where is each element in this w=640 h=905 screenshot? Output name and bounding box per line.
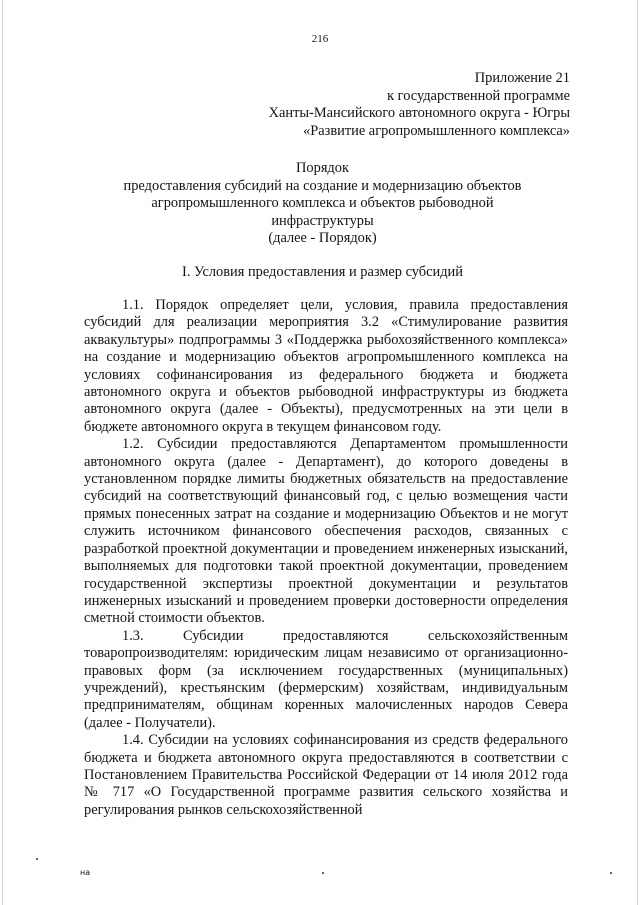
paragraph-1-2: 1.2. Субсидии предоставляются Департаментом промышленности автономного округа (далее - Департамент), до которого доведены в установленном порядке лимиты бюджетных обязательств на предоставление субсидий на соответствующий финансовый год, с целью возмещения части прямых понесенных затрат на создание и модернизацию Объектов и не могут служить источником финансового обеспечения расходов, связанных с разработкой проектной документации и проведением инженерных изысканий, выполняемых для подготовки такой проектной документации, проведением государственной экспертизы проектной документации и результатов инженерных изысканий и проведением проверки достоверности определения сметной стоимости объектов. <box>84 436 568 627</box>
title-line: предоставления субсидий на создание и модернизацию объектов <box>123 177 522 194</box>
appendix-line: «Развитие агропромышленного комплекса» <box>303 122 570 139</box>
footer-mark: на <box>80 868 91 877</box>
body-text <box>84 297 568 819</box>
paragraph-1-3: 1.3. Субсидии предоставляются сельскохозяйственным товаропроизводителям: юридическим лицам независимо от организационно-правовых форм (за исключением государственных (муниципальных) учреждений), крестьянским (фермерским) хозяйствам, индивидуальным предпринимателям, общинам коренных малочисленных народов Севера (далее - Получатели). <box>84 627 568 731</box>
title-line: (далее - Порядок) <box>268 230 377 246</box>
appendix-line: к государственной программе <box>387 87 570 104</box>
scan-edge-right <box>637 0 638 905</box>
scan-dot <box>322 872 324 874</box>
scan-dot <box>610 872 612 874</box>
paragraph-1-1: 1.1. Порядок определяет цели, условия, правила предоставления субсидий для реализации мероприятия 3.2 «Стимулирование развития аквакультуры» подпрограммы 3 «Поддержка рыбохозяйственного комплекса» на создание и модернизацию объектов агропромышленного комплекса на условиях софинансирования из федерального бюджета и бюджета автономного округа и объектов рыбоводной инфраструктуры из бюджета автономного округа (далее - Объекты), предусмотренных на эти цели в бюджете автономного округа в текущем финансовом году. <box>84 297 568 435</box>
title-line: Порядок <box>296 160 349 176</box>
appendix-line: Ханты-Мансийского автономного округа - Югры <box>268 105 570 121</box>
scan-edge-left <box>2 0 3 905</box>
document-title <box>70 160 575 248</box>
section-heading: I. Условия предоставления и размер субсидий <box>182 264 463 280</box>
title-line: агропромышленного комплекса и объектов рыбоводной <box>151 195 494 211</box>
appendix-header <box>210 70 570 140</box>
page-number: 216 <box>311 33 329 45</box>
title-line: инфраструктуры <box>271 212 374 229</box>
appendix-line: Приложение 21 <box>474 70 570 86</box>
scan-dot <box>36 858 38 860</box>
paragraph-1-4: 1.4. Субсидии на условиях софинансирования из средств федерального бюджета и бюджета автономного округа предоставляются в соответствии с Постановлением Правительства Российской Федерации от 14 июля 2012 года № 717 «О Государственной программе развития сельского хозяйства и регулирования рынков сельскохозяйственной <box>84 732 568 818</box>
